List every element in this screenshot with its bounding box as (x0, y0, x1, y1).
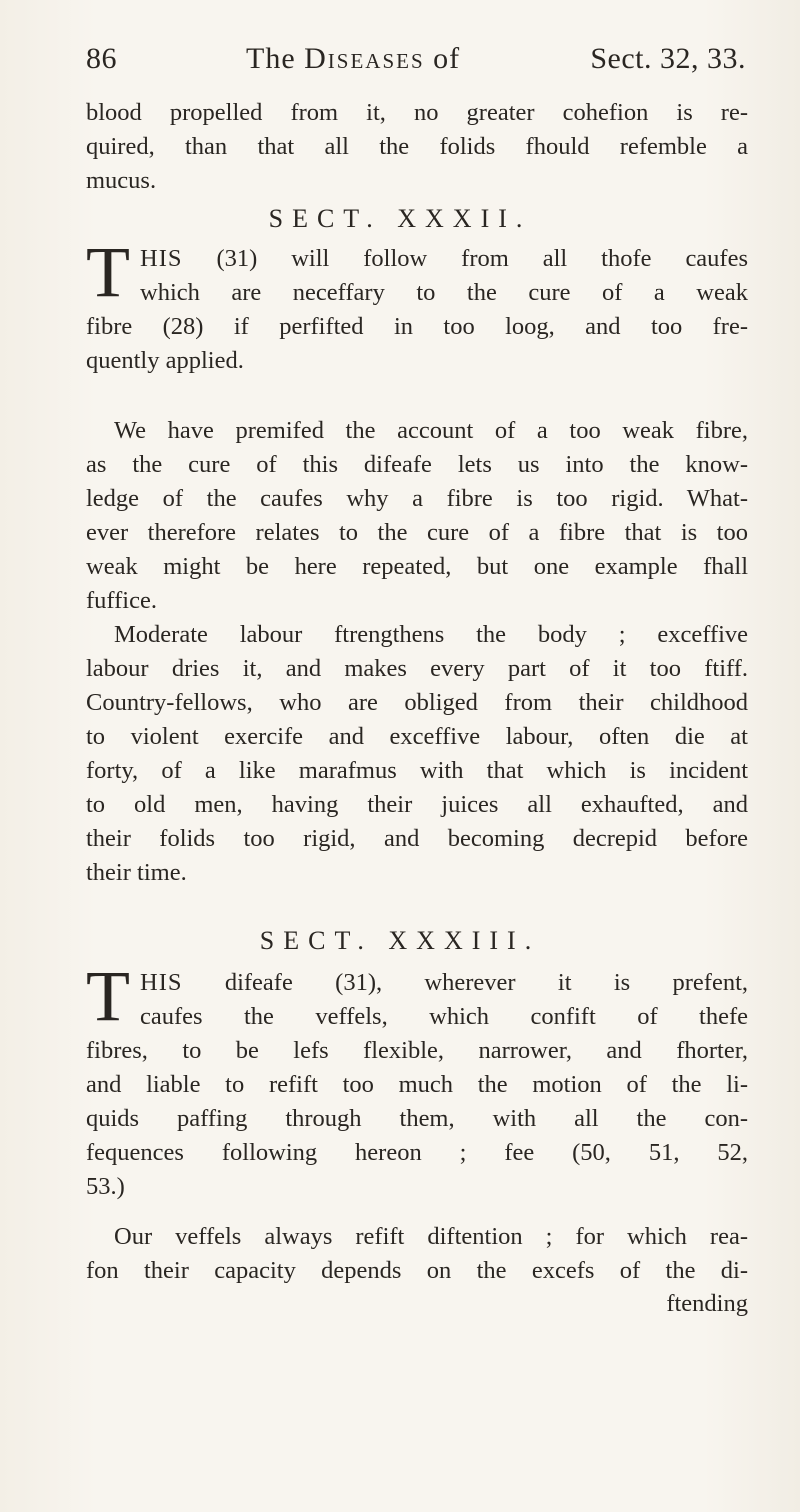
text-line: Country-fellows, who are obliged from their childhood (86, 689, 748, 716)
running-title-caps: Diseases (304, 42, 425, 75)
section-33-opening-paragraph (86, 956, 749, 1204)
text-line: 53.) (86, 1173, 125, 1200)
text-line: blood propelled from it, no greater cohefion is re- (86, 99, 748, 126)
drop-cap: T (86, 232, 130, 312)
text-line: Moderate labour ftrengthens the body ; exceffive (114, 621, 748, 648)
text-line: weak might be here repeated, but one example fhall (86, 553, 748, 580)
text-line: forty, of a like marafmus with that which is incident (86, 757, 748, 784)
text-line: labour dries it, and makes every part of it too ftiff. (86, 655, 748, 682)
text-line: mucus. (86, 167, 157, 194)
first-line-rest: (31) will follow from all thofe caufes (216, 245, 749, 272)
page-number: 86 (86, 42, 117, 75)
text-line: fibres, to be lefs flexible, narrower, and fhorter, (86, 1037, 748, 1064)
text-line: to old men, having their juices all exhaufted, and (86, 791, 748, 818)
text-line: quids paffing through them, with all the con- (86, 1105, 748, 1132)
section-heading-33: SECT. XXXIII. (259, 926, 541, 955)
text-line: fuffice. (86, 587, 157, 614)
section-32-paragraph-3 (86, 618, 748, 890)
section-reference: Sect. 32, 33. (590, 42, 746, 75)
section-32-opening-paragraph (86, 232, 749, 378)
text-line: their folids too rigid, and becoming decrepid before (86, 825, 748, 852)
text-line: quired, than that all the folids fhould refemble a (86, 133, 748, 160)
text-line: as the cure of this difeafe lets us into the know- (86, 451, 748, 478)
text-line: their time. (86, 859, 187, 886)
section-32-paragraph-2 (86, 414, 748, 618)
running-title-suffix: of (433, 42, 461, 75)
text-line: fon their capacity depends on the excefs of the di- (86, 1257, 748, 1284)
first-word-caps: HIS (140, 969, 183, 996)
text-line: ledge of the caufes why a fibre is too rigid. What- (86, 485, 748, 512)
catchword: ftending (666, 1290, 748, 1317)
text-line: caufes the veffels, which confift of thefe (140, 1003, 748, 1030)
running-title (246, 42, 460, 76)
text-line: which are neceffary to the cure of a weak (140, 279, 748, 306)
intro-paragraph (86, 96, 748, 198)
first-line-rest: difeafe (31), wherever it is prefent, (224, 969, 749, 996)
section-heading-32: SECT. XXXII. (268, 204, 532, 233)
text-line (86, 242, 748, 276)
running-title-prefix: The (246, 42, 296, 75)
text-line: We have premifed the account of a too weak fibre, (114, 417, 748, 444)
first-word-caps: HIS (140, 245, 183, 272)
drop-cap: T (86, 956, 130, 1036)
text-line: fibre (28) if perfifted in too loog, and too fre- (86, 313, 748, 340)
text-line: and liable to refift too much the motion of the li- (86, 1071, 748, 1098)
text-line: ever therefore relates to the cure of a fibre that is too (86, 519, 748, 546)
running-head (86, 42, 746, 82)
text-line: to violent exercife and exceffive labour, often die at (86, 723, 748, 750)
text-line: quently applied. (86, 347, 244, 374)
text-line: fequences following hereon ; fee (50, 51, 52, (86, 1139, 748, 1166)
text-line: Our veffels always refift diftention ; for which rea- (114, 1223, 748, 1250)
section-33-paragraph-2 (86, 1220, 748, 1288)
text-line (86, 966, 748, 1000)
